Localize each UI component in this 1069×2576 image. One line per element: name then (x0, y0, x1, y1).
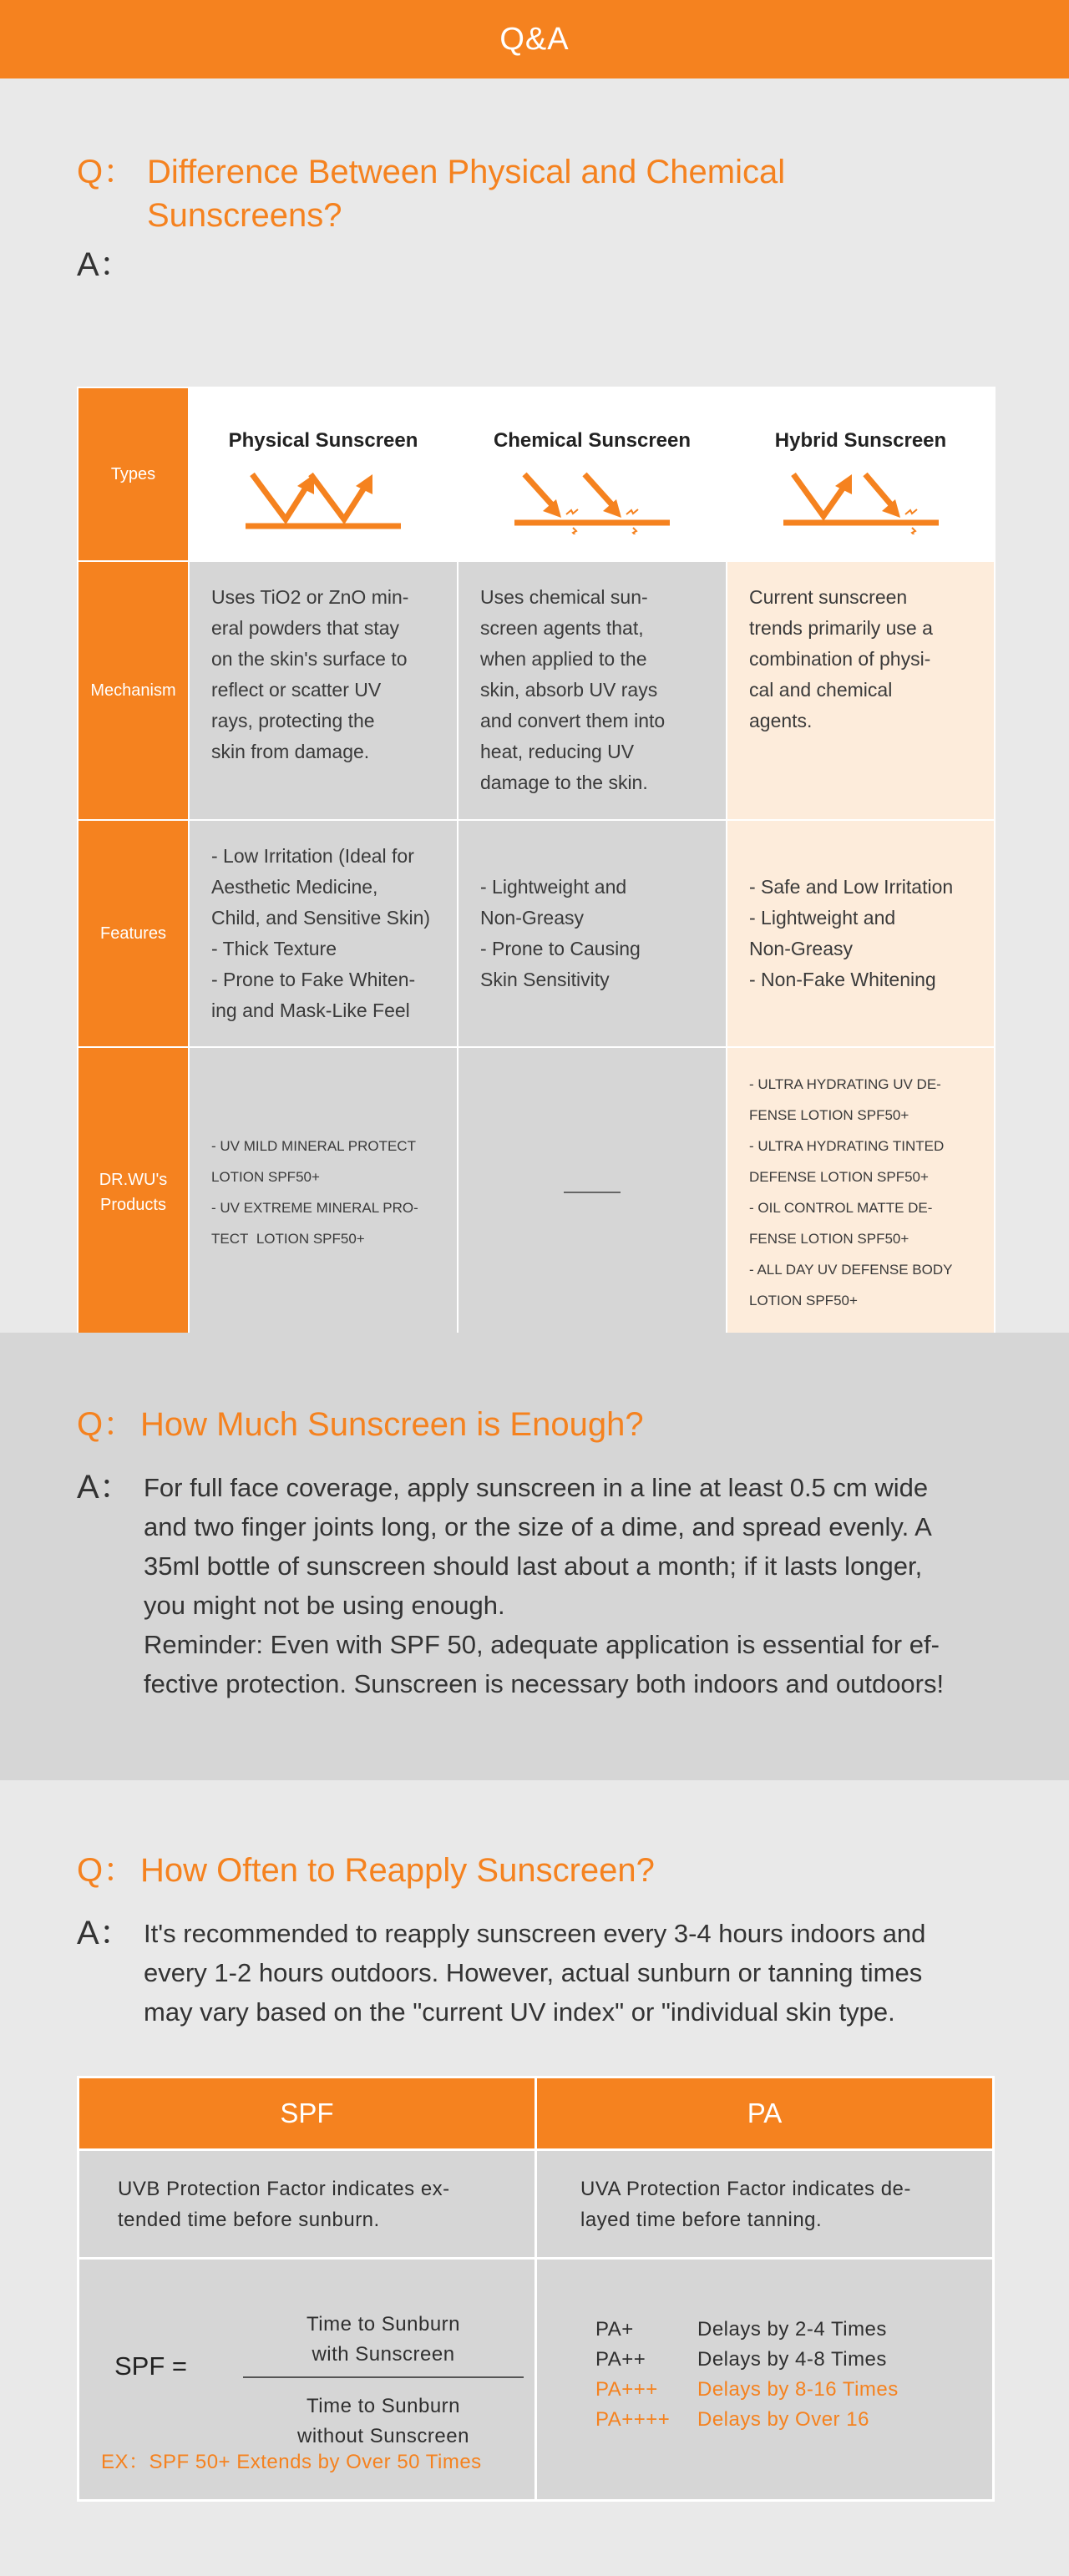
question-row (77, 150, 785, 237)
table-row (78, 561, 995, 820)
table-row (78, 1047, 995, 1338)
formula-numerator (243, 2310, 524, 2370)
answer-text (144, 1468, 944, 1703)
pa-level-row (595, 2405, 899, 2435)
uv-absorb-icon (513, 468, 671, 534)
answer-line: may vary based on the "current UV index" or "individual skin type. (144, 1997, 895, 2027)
type-title: Hybrid Sunscreen (774, 428, 947, 452)
pa-level-desc: Delays by 8-16 Times (697, 2378, 899, 2401)
answer-text (144, 1914, 925, 2032)
fraction-bar (243, 2376, 524, 2378)
question-text: How Much Sunscreen is Enough? (140, 1406, 644, 1443)
desc-line: UVA Protection Factor indicates de- (580, 2177, 911, 2200)
desc-line: UVB Protection Factor indicates ex- (118, 2177, 450, 2200)
answer-line: For full face coverage, apply sunscreen in a line at least 0.5 cm wide (144, 1473, 929, 1502)
formula-line: Time to Sunburn (306, 2313, 461, 2336)
formula-example: EX：SPF 50+ Extends by Over 50 Times (101, 2451, 482, 2473)
uv-hybrid-icon (782, 468, 940, 534)
pa-level: PA+++ (595, 2378, 658, 2401)
row-label-types: Types (78, 387, 189, 561)
pa-level-desc: Delays by Over 16 (697, 2408, 869, 2431)
question-mark: Q： (77, 1406, 137, 1443)
type-title: Chemical Sunscreen (493, 428, 692, 452)
pa-level-desc: Delays by 2-4 Times (697, 2318, 887, 2341)
pa-levels-list (595, 2315, 899, 2435)
pa-level: PA+ (595, 2318, 634, 2341)
question-mark: Q： (77, 1852, 137, 1889)
pa-level: PA++ (595, 2348, 646, 2371)
answer-row (77, 245, 144, 285)
features-chemical: - Lightweight and Non-Greasy - Prone to Causing Skin Sensitivity (458, 820, 727, 1047)
spf-formula (114, 2285, 532, 2452)
row-label-features: Features (78, 820, 189, 1047)
formula-line: without Sunscreen (297, 2425, 469, 2447)
answer-mark: A： (77, 1469, 133, 1506)
products-physical: - UV MILD MINERAL PROTECT LOTION SPF50+ - UV EXTREME MINERAL PRO- TECT LOTION SPF50+ (189, 1047, 458, 1338)
features-physical: - Low Irritation (Ideal for Aesthetic Medicine, Child, and Sensitive Skin) - Thick Texture - Prone to Fake Whiten- ing and Mask-Like Feel (189, 820, 458, 1047)
row-label-line: DR.WU's (99, 1171, 168, 1189)
mechanism-chemical: Uses chemical sun- screen agents that, when applied to the skin, absorb UV rays and convert them into heat, reducing UV damage to the skin. (458, 561, 727, 820)
answer-row (77, 1468, 944, 1703)
qa-section-physical-vs-chemical (0, 78, 1069, 1333)
mechanism-physical: Uses TiO2 or ZnO min- eral powders that stay on the skin's surface to reflect or scatter UV rays, protecting the skin from damage. (189, 561, 458, 820)
answer-line: and two finger joints long, or the size of a dime, and spread evenly. A (144, 1512, 932, 1541)
spf-pa-table (77, 2076, 995, 2502)
answer-line: It's recommended to reapply sunscreen every 3-4 hours indoors and (144, 1919, 926, 1948)
pa-levels-cell (536, 2259, 994, 2501)
type-title: Physical Sunscreen (228, 428, 418, 452)
pa-level-row (595, 2375, 899, 2405)
question-text: How Often to Reapply Sunscreen? (140, 1852, 655, 1889)
answer-row (77, 1914, 925, 2032)
row-label-line: Products (100, 1196, 166, 1214)
page-header (0, 0, 1069, 78)
type-physical (189, 387, 458, 561)
answer-line: Reminder: Even with SPF 50, adequate application is essential for ef- (144, 1630, 940, 1659)
pa-level: PA++++ (595, 2408, 671, 2431)
question-text (147, 150, 785, 237)
formula-lhs: SPF = (114, 2351, 188, 2381)
uv-reflect-icon (244, 468, 403, 534)
type-chemical (458, 387, 727, 561)
answer-line: every 1-2 hours outdoors. However, actual sunburn or tanning times (144, 1958, 923, 1987)
pa-level-row (595, 2315, 899, 2345)
pa-level-row (595, 2345, 899, 2375)
table-row (79, 2078, 994, 2150)
pa-header: PA (536, 2078, 994, 2150)
type-hybrid (727, 387, 995, 561)
mechanism-hybrid: Current sunscreen trends primarily use a combination of physi- cal and chemical agents. (727, 561, 995, 820)
answer-line: fective protection. Sunscreen is necessary both indoors and outdoors! (144, 1669, 945, 1698)
formula-denominator (243, 2391, 524, 2452)
empty-dash (564, 1192, 621, 1193)
desc-line: tended time before sunburn. (118, 2208, 380, 2231)
row-label-products (78, 1047, 189, 1338)
question-line: Difference Between Physical and Chemical (147, 154, 786, 190)
products-chemical (458, 1047, 727, 1338)
row-label-mechanism: Mechanism (78, 561, 189, 820)
pa-description (536, 2150, 994, 2259)
answer-line: you might not be using enough. (144, 1591, 505, 1620)
table-row (78, 820, 995, 1047)
header-title: Q&A (499, 22, 570, 57)
pa-level-desc: Delays by 4-8 Times (697, 2348, 887, 2371)
question-line: Sunscreens? (147, 197, 342, 234)
formula-line: with Sunscreen (312, 2343, 455, 2366)
table-row (79, 2259, 994, 2501)
spf-formula-cell (79, 2259, 536, 2501)
answer-line: 35ml bottle of sunscreen should last about a month; if it lasts longer, (144, 1551, 923, 1581)
question-row (77, 1403, 644, 1446)
question-row (77, 1849, 655, 1892)
answer-mark: A： (77, 1915, 133, 1951)
features-hybrid: - Safe and Low Irritation - Lightweight and Non-Greasy - Non-Fake Whitening (727, 820, 995, 1047)
products-hybrid: - ULTRA HYDRATING UV DE- FENSE LOTION SPF50+ - ULTRA HYDRATING TINTED DEFENSE LOTION SPF50+ - OIL CONTROL MATTE DE- FENSE LOTION SPF50+ - ALL DAY UV DEFENSE BODY LOTION SPF50+ (727, 1047, 995, 1338)
qa-section-how-much (0, 1333, 1069, 1780)
spf-description (79, 2150, 536, 2259)
table-row (79, 2150, 994, 2259)
formula-line: Time to Sunburn (306, 2395, 461, 2417)
table-row (78, 387, 995, 561)
sunscreen-comparison-table (77, 387, 996, 1339)
question-mark: Q： (77, 154, 137, 190)
answer-mark: A： (77, 246, 133, 283)
desc-line: layed time before tanning. (580, 2208, 823, 2231)
spf-header: SPF (79, 2078, 536, 2150)
